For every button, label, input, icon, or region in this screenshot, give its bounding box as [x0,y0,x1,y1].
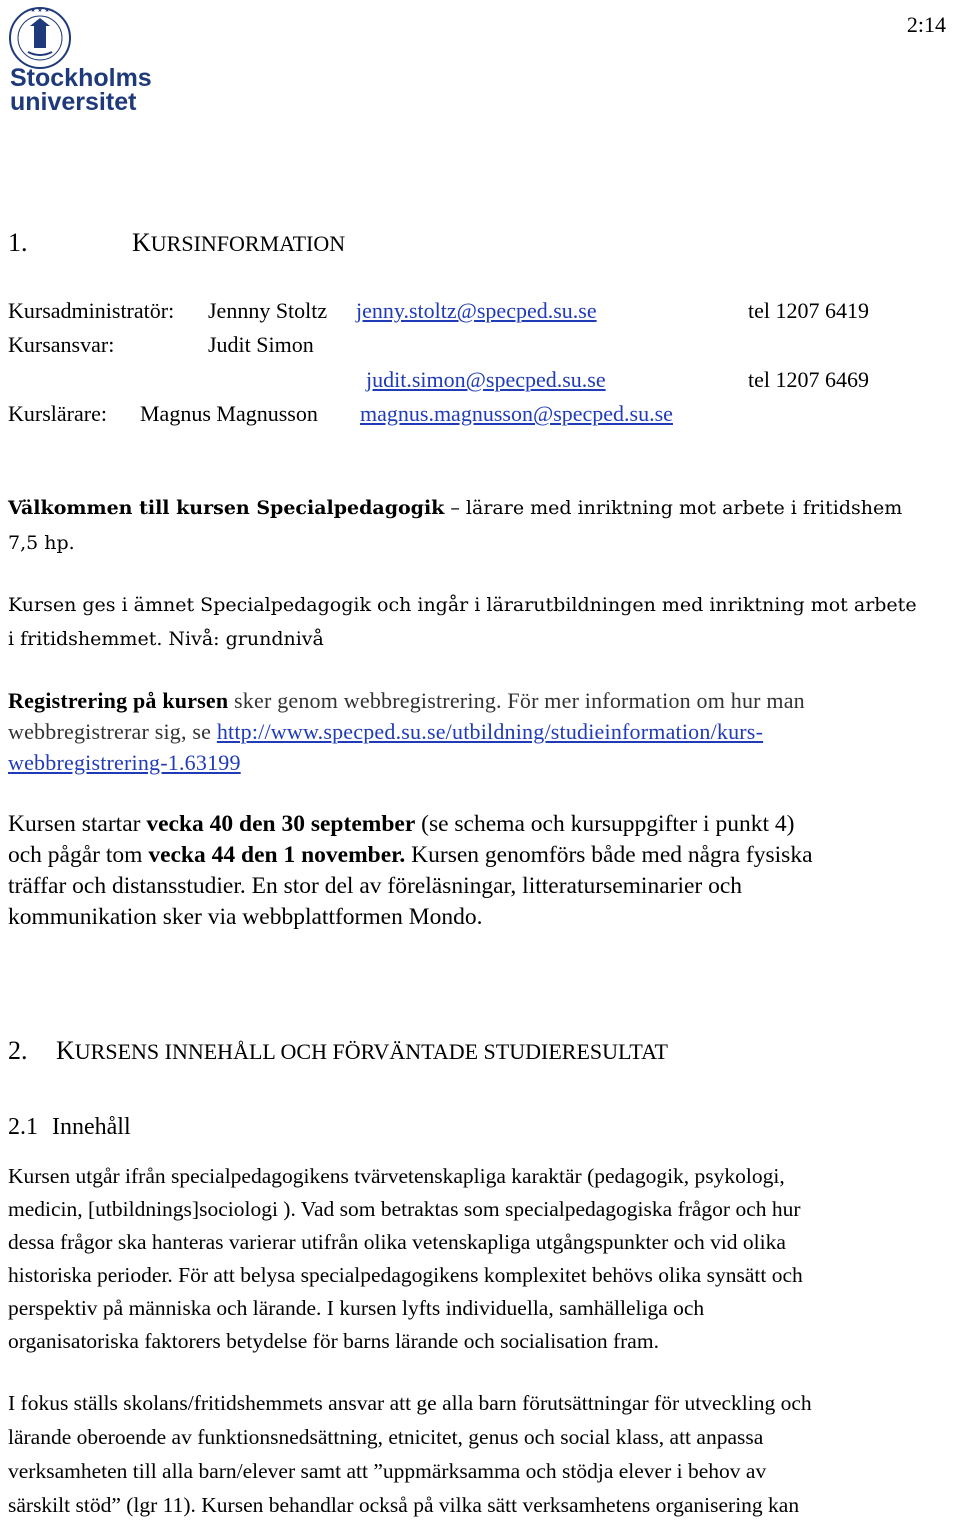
content-p2-line: särskilt stöd” (lgr 11). Kursen behandlar också på vilka sätt verksamhetens organisering kan [8,1493,800,1517]
section2-title-rest: URSENS INNEHÅLL OCH FÖRVÄNTADE STUDIERESULTAT [74,1039,668,1064]
teacher-name: Magnus Magnusson [140,401,318,426]
admin-label: Kursadministratör: [8,298,175,323]
section2-title-first: K [56,1036,75,1065]
admin-tel: tel 1207 6419 [748,298,869,323]
registration-bold: Registrering på kursen [8,688,229,713]
university-logo [6,4,152,116]
section1-title-rest: URSINFORMATION [150,231,346,256]
registration-link-part2[interactable]: webbregistrering-1.63199 [8,750,241,775]
teacher-label: Kurslärare: [8,401,107,426]
content-p1-line: medicin, [utbildnings]sociologi ). Vad som betraktas som specialpedagogiska frågor och hur [8,1197,801,1221]
content-p2-line: lärande oberoende av funktionsnedsättning, etnicitet, genus och social klass, att anpassa [8,1425,764,1449]
resp-email-link[interactable]: judit.simon@specped.su.se [366,367,606,392]
registration-text: webbregistrerar sig, se [8,719,217,744]
subsection21-heading [8,1114,131,1141]
university-seal-icon [6,4,152,116]
registration-link-part1[interactable]: http://www.specped.su.se/utbildning/studieinformation/kurs- [216,719,764,744]
subsection21-title: Innehåll [52,1114,131,1140]
content-p1-line: Kursen utgår ifrån specialpedagogikens tvärvetenskapliga karaktär (pedagogik, psykologi, [8,1164,785,1188]
content-p1-line: historiska perioder. För att belysa specialpedagogikens komplexitet behövs olika synsätt och [8,1263,803,1287]
start-line1 [8,811,794,838]
admin-name: Jennny Stoltz [208,298,328,323]
welcome-bold: Välkommen till kursen Specialpedagogik [8,497,445,519]
welcome-line [8,497,902,519]
admin-email-link[interactable]: jenny.stoltz@specped.su.se [356,298,597,323]
course-info-line2: i fritidshemmet. Nivå: grundnivå [8,628,324,650]
content-p1-line: organisatoriska faktorers betydelse för barns lärande och socialisation fram. [8,1329,659,1353]
start-line2 [8,842,813,869]
start-line3: träffar och distansstudier. En stor del av föreläsningar, litteraturseminarier och [8,873,743,899]
section2-number: 2. [8,1036,28,1065]
logo-line2: universitet [10,88,137,116]
section1-number: 1. [8,228,28,257]
start-text4: Kursen genomförs både med några fysiska [405,842,813,868]
resp-label: Kursansvar: [8,332,115,357]
welcome-credits: 7,5 hp. [8,532,75,554]
content-p2-line: I fokus ställs skolans/fritidshemmets ansvar att ge alla barn förutsättningar för utveckling och [8,1391,812,1415]
start-bold1: vecka 40 den 30 september [146,811,416,837]
subsection21-number: 2.1 [8,1114,38,1140]
resp-tel: tel 1207 6469 [748,367,869,392]
logo-line1: Stockholms [10,64,152,92]
registration-rest: sker genom webbregistrering. För mer information om hur man [228,688,805,713]
section2-heading [8,1036,668,1066]
start-bold2: vecka 44 den 1 november. [148,842,406,868]
resp-name: Judit Simon [208,332,314,357]
registration-line1 [8,688,805,714]
welcome-rest: – lärare med inriktning mot arbete i fritidshem [444,497,903,519]
start-text1: Kursen startar [8,811,147,837]
page-number: 2:14 [906,12,946,37]
content-p2-line: verksamheten till alla barn/elever samt att ”uppmärksamma och stödja elever i behov av [8,1459,767,1483]
section1-title-first: K [132,228,151,257]
start-text2: (se schema och kursuppgifter i punkt 4) [415,811,795,837]
start-text3: och pågår tom [8,842,149,868]
registration-line2 [8,719,763,745]
teacher-email-link[interactable]: magnus.magnusson@specped.su.se [360,401,673,426]
start-line4: kommunikation sker via webbplattformen Mondo. [8,904,483,930]
content-p1-line: perspektiv på människa och lärande. I kursen lyfts individuella, samhälleliga och [8,1296,705,1320]
course-info-line1: Kursen ges i ämnet Specialpedagogik och ingår i lärarutbildningen med inriktning mot arbete [8,594,917,616]
section1-heading [8,228,345,258]
svg-text:★ ★ ★: ★ ★ ★ [30,8,50,14]
content-p1-line: dessa frågor ska hanteras varierar utifrån olika vetenskapliga utgångspunkter och vid olika [8,1230,786,1254]
